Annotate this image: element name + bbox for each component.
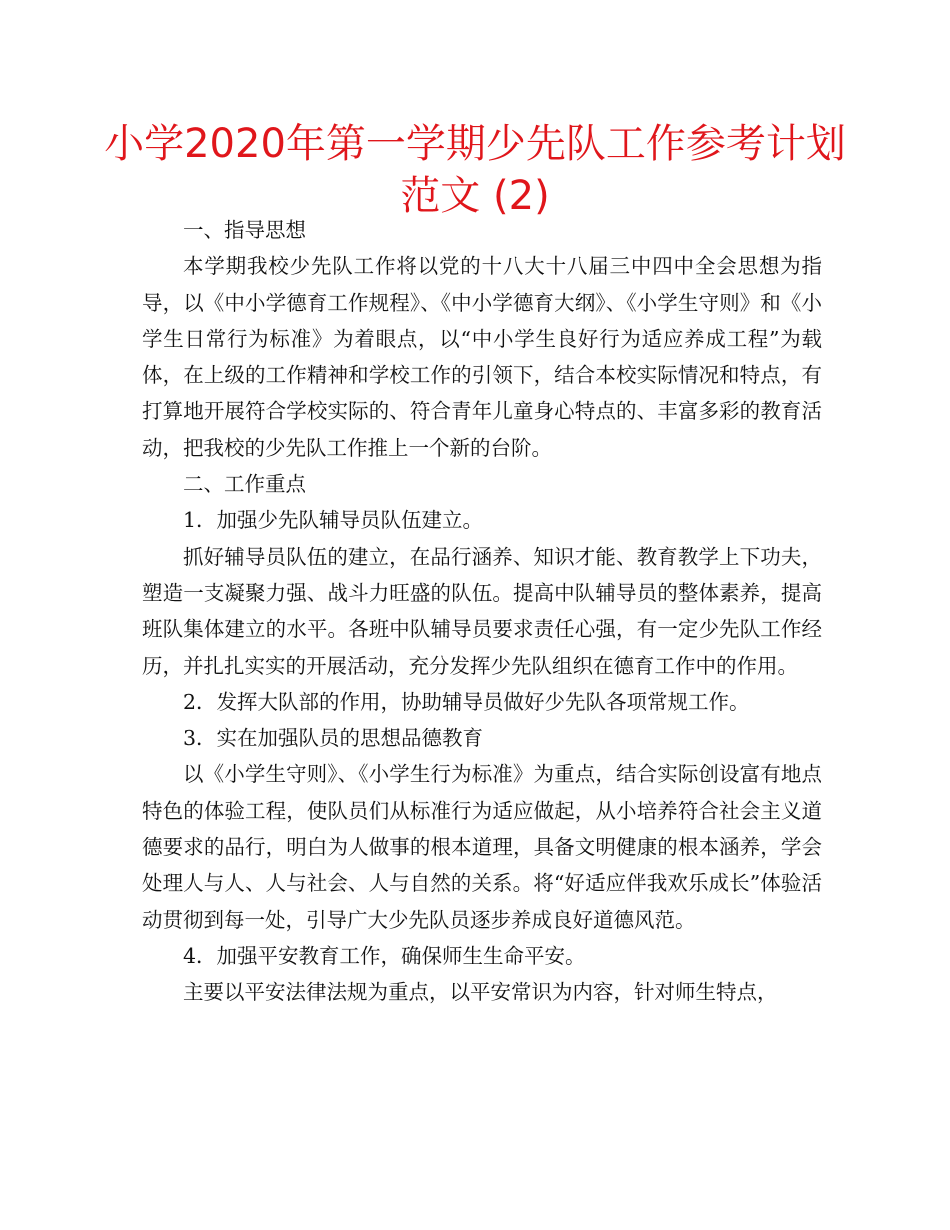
numbered-item: 1．加强少先队辅导员队伍建立。: [183, 508, 484, 533]
numbered-item: 4．加强平安教育工作，确保师生生命平安。: [183, 943, 586, 968]
body-paragraph: 以《小学生守则》、《小学生行为标准》为重点，结合实际创设富有地点特色的体验工程，使队员们从标准行为适应做起，从小培养符合社会主义道德要求的品行，明白为人做事的根本道理，具备文明健康的根本涵养，学会处理人与人、人与社会、人与自然的关系。将“好适应伴我欢乐成长”体验活动贯彻到每一处，引导广大少先队员逐步养成良好道德风范。: [142, 762, 822, 932]
body-paragraph: 主要以平安法律法规为重点，以平安常识为内容，针对师生特点，: [183, 980, 778, 1005]
body-paragraph: 抓好辅导员队伍的建立，在品行涵养、知识才能、教育教学上下功夫，塑造一支凝聚力强、战斗力旺盛的队伍。提高中队辅导员的整体素养，提高班队集体建立的水平。各班中队辅导员要求责任心强，有一定少先队工作经历，并扎扎实实的开展活动，充分发挥少先队组织在德育工作中的作用。: [142, 544, 822, 678]
section-heading: 二、工作重点: [183, 472, 306, 497]
numbered-item: 2．发挥大队部的作用，协助辅导员做好少先队各项常规工作。: [183, 689, 750, 714]
title-line-2: 范文 (2): [400, 173, 550, 219]
numbered-item: 3．实在加强队员的思想品德教育: [183, 726, 484, 751]
section-heading: 一、指导思想: [183, 218, 306, 242]
body-paragraph: 本学期我校少先队工作将以党的十八大十八届三中四中全会思想为指导，以《中小学德育工作规程》、《中小学德育大纲》、《小学生守则》和《小学生日常行为标准》为着眼点，以“中小学生良好行为适应养成工程”为载体，在上级的工作精神和学校工作的引领下，结合本校实际情况和特点，有打算地开展符合学校实际的、符合青年儿童身心特点的、丰富多彩的教育活动，把我校的少先队工作推上一个新的台阶。: [142, 254, 822, 460]
document-title: [100, 118, 850, 222]
title-line-1: 小学2020年第一学期少先队工作参考计划: [104, 121, 846, 167]
document-body: [142, 212, 822, 1011]
